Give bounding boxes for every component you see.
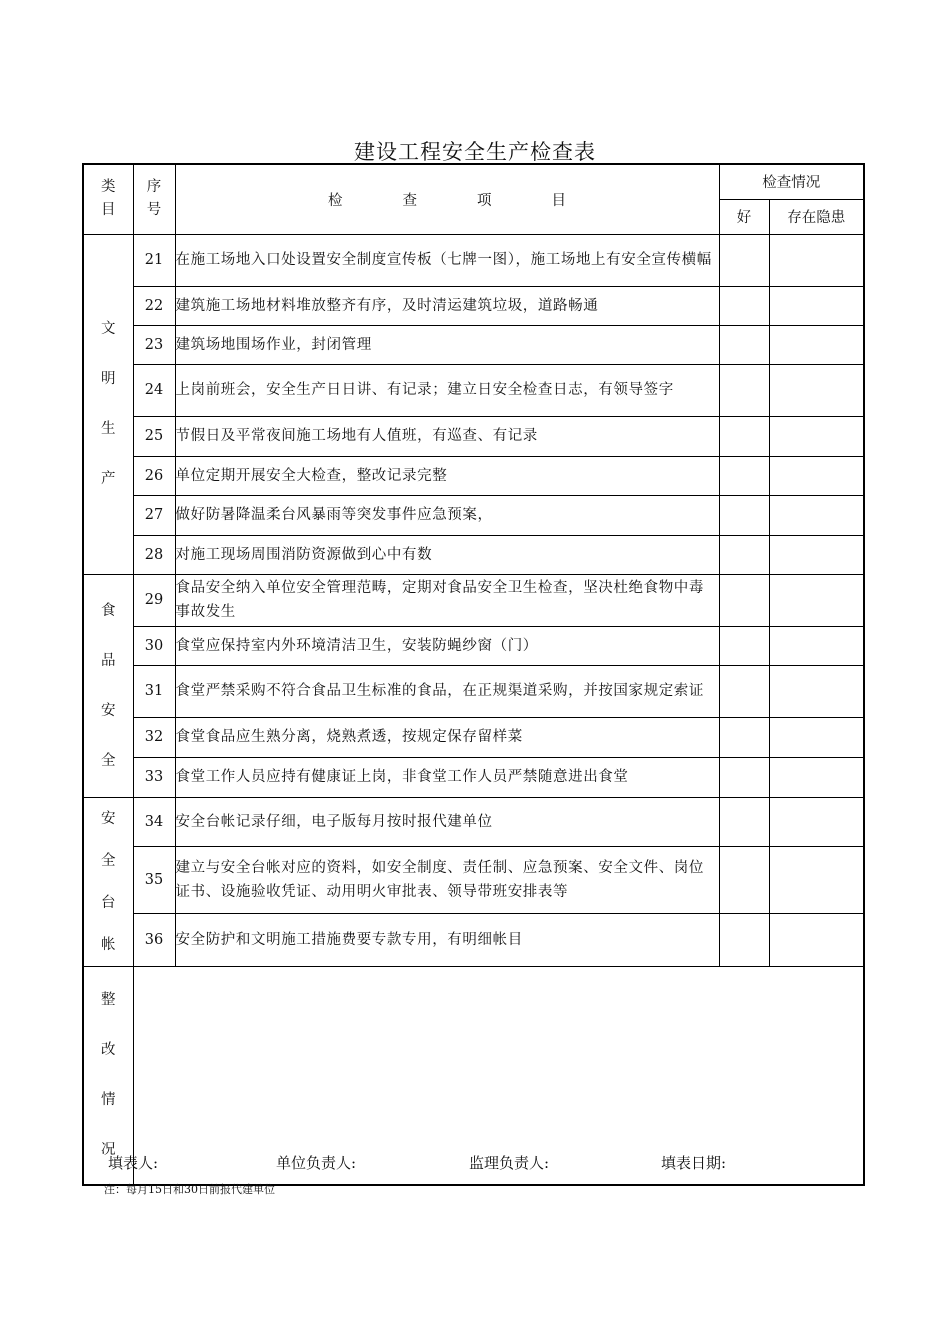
header-row-1 bbox=[83, 164, 864, 199]
hazard-cell[interactable] bbox=[769, 535, 864, 574]
item-number: 21 bbox=[133, 234, 175, 286]
filler-label: 填表人: bbox=[108, 1154, 159, 1172]
category-cell bbox=[83, 797, 133, 966]
good-cell[interactable] bbox=[719, 364, 769, 416]
item-header-char: 目 bbox=[551, 192, 566, 209]
good-cell[interactable] bbox=[719, 846, 769, 914]
item-text: 在施工场地入口处设置安全制度宣传板（七牌一图），施工场地上有安全宣传横幅 bbox=[175, 234, 719, 286]
item-text: 安全防护和文明施工措施费要专款专用，有明细帐目 bbox=[175, 914, 719, 966]
hazard-cell[interactable] bbox=[769, 325, 864, 364]
item-header-char: 项 bbox=[477, 192, 492, 209]
number-header-char: 号 bbox=[146, 202, 162, 219]
item-number: 32 bbox=[133, 717, 175, 757]
item-header-char: 检 bbox=[328, 192, 343, 209]
supervisor-label: 监理负责人: bbox=[469, 1154, 550, 1172]
table-row bbox=[83, 325, 864, 364]
item-number: 28 bbox=[133, 535, 175, 574]
item-text: 单位定期开展安全大检查，整改记录完整 bbox=[175, 456, 719, 495]
category-cell bbox=[83, 234, 133, 574]
number-header-text bbox=[147, 176, 162, 222]
page-title: 建设工程安全生产检查表 bbox=[354, 140, 596, 164]
hazard-cell[interactable] bbox=[769, 416, 864, 456]
item-number: 29 bbox=[133, 574, 175, 626]
category-header-char: 目 bbox=[101, 202, 116, 219]
category-header bbox=[83, 164, 133, 234]
item-number: 27 bbox=[133, 495, 175, 535]
item-text: 建筑场地围场作业，封闭管理 bbox=[175, 325, 719, 364]
category-char: 全 bbox=[101, 852, 116, 869]
rectification-char: 情 bbox=[101, 1092, 116, 1109]
hazard-cell[interactable] bbox=[769, 234, 864, 286]
table-row bbox=[83, 757, 864, 797]
item-text: 安全台帐记录仔细，电子版每月按时报代建单位 bbox=[175, 797, 719, 846]
item-number: 36 bbox=[133, 914, 175, 966]
category-char: 产 bbox=[101, 471, 116, 487]
table-row bbox=[83, 574, 864, 626]
table-row bbox=[83, 914, 864, 966]
number-header-char: 序 bbox=[146, 179, 162, 196]
hazard-cell[interactable] bbox=[769, 846, 864, 914]
table-row bbox=[83, 717, 864, 757]
hazard-cell[interactable] bbox=[769, 456, 864, 495]
good-cell[interactable] bbox=[719, 234, 769, 286]
inspection-table bbox=[82, 163, 865, 1186]
category-char: 帐 bbox=[101, 936, 116, 953]
category-header-char: 类 bbox=[101, 179, 116, 196]
category-char: 食 bbox=[101, 602, 116, 619]
category-char: 品 bbox=[101, 652, 116, 669]
item-text: 上岗前班会，安全生产日日讲、有记录；建立日安全检查日志，有领导签字 bbox=[175, 364, 719, 416]
good-header: 好 bbox=[719, 199, 769, 234]
table-row bbox=[83, 456, 864, 495]
good-cell[interactable] bbox=[719, 456, 769, 495]
category-char: 生 bbox=[101, 421, 116, 437]
check-status-header: 检查情况 bbox=[719, 164, 864, 199]
category-name bbox=[101, 586, 116, 786]
category-char: 安 bbox=[101, 810, 116, 827]
item-number: 34 bbox=[133, 797, 175, 846]
category-cell bbox=[83, 574, 133, 797]
rectification-label bbox=[101, 975, 116, 1175]
number-header bbox=[133, 164, 175, 234]
good-cell[interactable] bbox=[719, 914, 769, 966]
item-text: 食堂工作人员应持有健康证上岗，非食堂工作人员严禁随意进出食堂 bbox=[175, 757, 719, 797]
item-text: 对施工现场周围消防资源做到心中有数 bbox=[175, 535, 719, 574]
good-cell[interactable] bbox=[719, 325, 769, 364]
category-char: 文 bbox=[101, 321, 116, 337]
item-header bbox=[175, 164, 719, 234]
good-cell[interactable] bbox=[719, 717, 769, 757]
table-row bbox=[83, 286, 864, 325]
rectification-char: 整 bbox=[101, 992, 116, 1009]
category-header-text bbox=[101, 176, 116, 222]
hazard-cell[interactable] bbox=[769, 757, 864, 797]
item-number: 25 bbox=[133, 416, 175, 456]
item-number: 33 bbox=[133, 757, 175, 797]
hazard-cell[interactable] bbox=[769, 914, 864, 966]
category-char: 台 bbox=[101, 894, 116, 911]
item-text: 食堂食品应生熟分离，烧熟煮透，按规定保存留样菜 bbox=[175, 717, 719, 757]
item-number: 30 bbox=[133, 626, 175, 665]
good-cell[interactable] bbox=[719, 626, 769, 665]
item-number: 23 bbox=[133, 325, 175, 364]
unit-head-label: 单位负责人: bbox=[276, 1154, 357, 1172]
hazard-cell[interactable] bbox=[769, 797, 864, 846]
item-number: 22 bbox=[133, 286, 175, 325]
table-row bbox=[83, 495, 864, 535]
good-cell[interactable] bbox=[719, 286, 769, 325]
item-number: 31 bbox=[133, 665, 175, 717]
hazard-cell[interactable] bbox=[769, 364, 864, 416]
good-cell[interactable] bbox=[719, 757, 769, 797]
hazard-cell[interactable] bbox=[769, 626, 864, 665]
item-text: 建筑施工场地材料堆放整齐有序，及时清运建筑垃圾，道路畅通 bbox=[175, 286, 719, 325]
category-char: 全 bbox=[101, 752, 116, 769]
table-row bbox=[83, 846, 864, 914]
category-char: 明 bbox=[101, 371, 116, 387]
category-char: 安 bbox=[101, 702, 116, 719]
table-row bbox=[83, 234, 864, 286]
good-cell[interactable] bbox=[719, 574, 769, 626]
table-row bbox=[83, 626, 864, 665]
table-row bbox=[83, 665, 864, 717]
item-text: 食堂严禁采购不符合食品卫生标准的食品，在正规渠道采购，并按国家规定索证 bbox=[175, 665, 719, 717]
item-number: 26 bbox=[133, 456, 175, 495]
good-cell[interactable] bbox=[719, 495, 769, 535]
rectification-char: 况 bbox=[101, 1142, 116, 1159]
category-name bbox=[101, 798, 116, 966]
item-number: 35 bbox=[133, 846, 175, 914]
footnote: 注：每月15日和30日前报代建单位 bbox=[104, 1183, 275, 1196]
category-name bbox=[101, 304, 116, 504]
item-header-char: 查 bbox=[402, 192, 417, 209]
good-cell[interactable] bbox=[719, 797, 769, 846]
hazard-cell[interactable] bbox=[769, 717, 864, 757]
good-cell[interactable] bbox=[719, 665, 769, 717]
hazard-cell[interactable] bbox=[769, 286, 864, 325]
item-text: 食堂应保持室内外环境清洁卫生，安装防蝇纱窗（门） bbox=[175, 626, 719, 665]
good-cell[interactable] bbox=[719, 416, 769, 456]
hazard-header: 存在隐患 bbox=[769, 199, 864, 234]
rectification-char: 改 bbox=[101, 1042, 116, 1059]
item-text: 建立与安全台帐对应的资料，如安全制度、责任制、应急预案、安全文件、岗位证书、设施验收凭证、动用明火审批表、领导带班安排表等 bbox=[175, 846, 719, 914]
table-row bbox=[83, 797, 864, 846]
hazard-cell[interactable] bbox=[769, 495, 864, 535]
table-row bbox=[83, 416, 864, 456]
item-text: 食品安全纳入单位安全管理范畴，定期对食品安全卫生检查，坚决杜绝食物中毒事故发生 bbox=[175, 574, 719, 626]
item-text: 节假日及平常夜间施工场地有人值班，有巡查、有记录 bbox=[175, 416, 719, 456]
table-row bbox=[83, 364, 864, 416]
good-cell[interactable] bbox=[719, 535, 769, 574]
item-number: 24 bbox=[133, 364, 175, 416]
date-label: 填表日期: bbox=[661, 1154, 727, 1172]
table-row bbox=[83, 535, 864, 574]
item-text: 做好防暑降温柔台风暴雨等突发事件应急预案， bbox=[175, 495, 719, 535]
hazard-cell[interactable] bbox=[769, 665, 864, 717]
hazard-cell[interactable] bbox=[769, 574, 864, 626]
